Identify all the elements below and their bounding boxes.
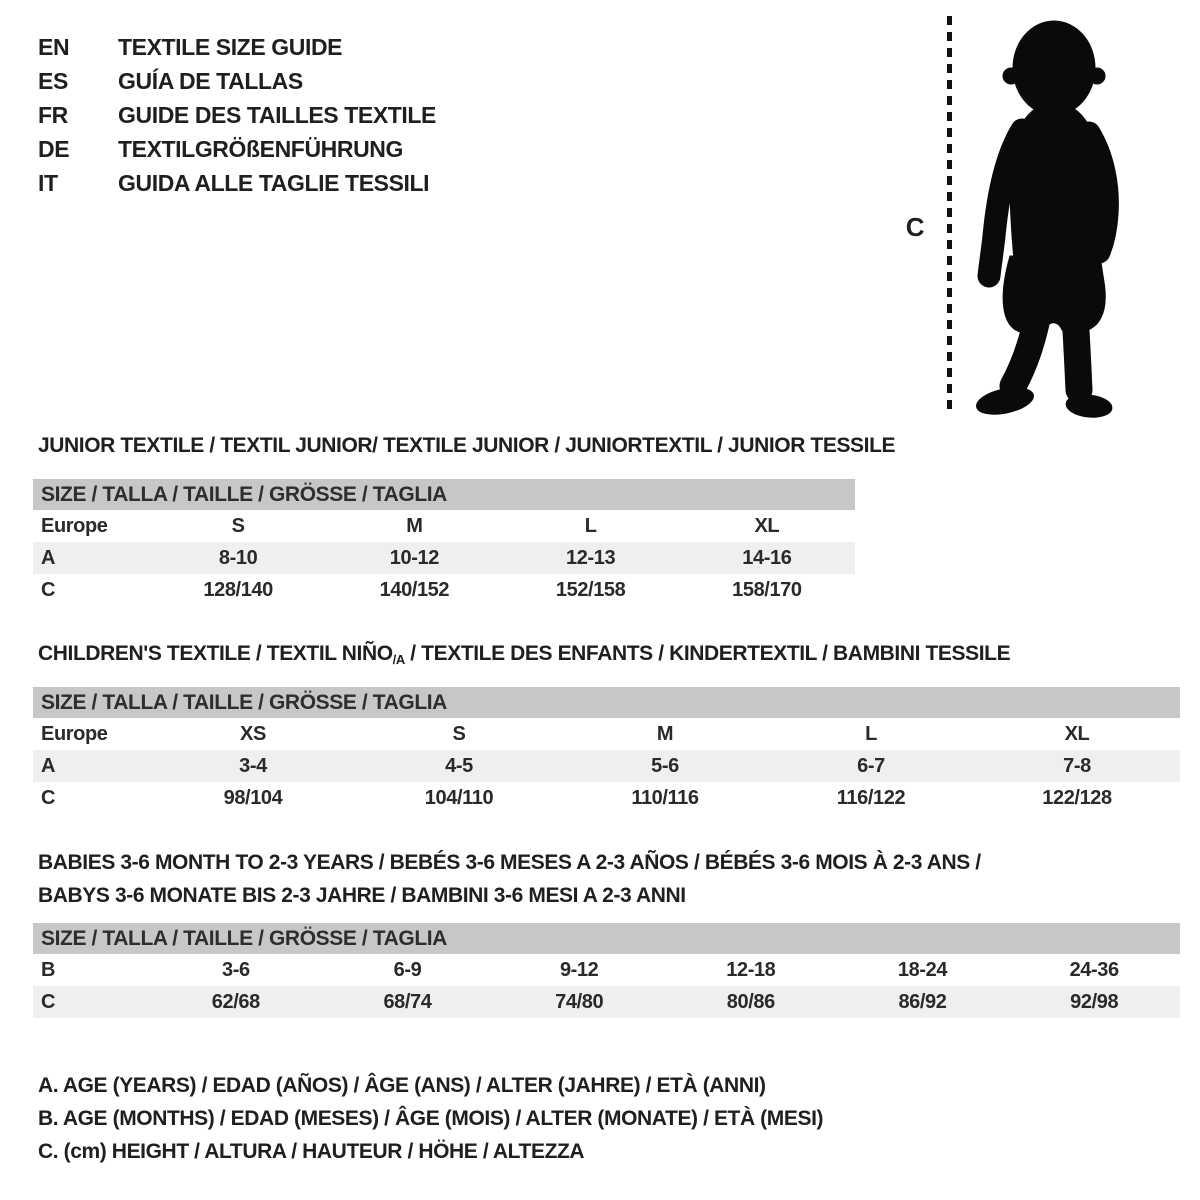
height-cell: 74/80 (555, 991, 604, 1013)
table-row (33, 954, 1180, 986)
language-list (38, 30, 436, 200)
table-row (33, 574, 855, 606)
baby-silhouette-icon (958, 14, 1140, 420)
height-cell: 104/110 (424, 787, 494, 809)
section-heading-junior: JUNIOR TEXTILE / TEXTIL JUNIOR/ TEXTILE JUNIOR / JUNIORTEXTIL / JUNIOR TESSILE (38, 434, 896, 457)
age-cell: 10-12 (389, 547, 439, 569)
age-cell: 6-7 (857, 755, 885, 777)
language-row-es (38, 64, 436, 98)
row-label: B (41, 959, 56, 981)
babies-size-table (33, 923, 1180, 1018)
section-heading-babies-line2: BABYS 3-6 MONATE BIS 2-3 JAHRE / BAMBINI 3-6 MESI A 2-3 ANNI (38, 884, 686, 907)
height-c-label: C (905, 212, 925, 242)
size-cell: S (231, 515, 245, 537)
size-cell: M (406, 515, 423, 537)
language-title: TEXTILGRÖßENFÜHRUNG (118, 136, 403, 162)
age-cell: 12-13 (566, 547, 616, 569)
language-code: IT (38, 170, 58, 196)
height-cell: 158/170 (732, 579, 802, 601)
footnote-a: A. AGE (YEARS) / EDAD (AÑOS) / ÂGE (ANS) / ALTER (JAHRE) / ETÀ (ANNI) (38, 1074, 766, 1097)
language-title: GUIDA ALLE TAGLIE TESSILI (118, 170, 430, 196)
size-cell: L (584, 515, 597, 537)
age-cell: 3-4 (239, 755, 267, 777)
height-cell: 122/128 (1042, 787, 1112, 809)
age-cell: 6-9 (393, 959, 422, 981)
age-cell: 24-36 (1069, 959, 1119, 981)
row-label: C (41, 579, 56, 601)
height-dashed-line (947, 16, 952, 416)
age-cell: 14-16 (742, 547, 792, 569)
height-cell: 116/122 (836, 787, 906, 809)
size-header: SIZE / TALLA / TAILLE / GRÖSSE / TAGLIA (33, 687, 1180, 718)
age-cell: 7-8 (1063, 755, 1091, 777)
height-cell: 140/152 (379, 579, 450, 601)
language-title: GUIDE DES TAILLES TEXTILE (118, 102, 436, 128)
language-row-de (38, 132, 436, 166)
language-row-fr (38, 98, 436, 132)
height-cell: 68/74 (383, 991, 432, 1013)
height-cell: 62/68 (211, 991, 260, 1013)
height-cell: 128/140 (203, 579, 273, 601)
height-cell: 152/158 (555, 579, 626, 601)
baby-silhouette (958, 14, 1140, 420)
height-cell: 80/86 (726, 991, 775, 1013)
age-cell: 12-18 (726, 959, 776, 981)
row-label: A (41, 547, 56, 569)
height-cell: 92/98 (1070, 991, 1119, 1013)
row-label: C (41, 991, 56, 1013)
size-cell: XL (1064, 723, 1090, 745)
language-row-en (38, 30, 436, 64)
row-label: C (41, 787, 56, 809)
size-cell: L (865, 723, 877, 745)
table-row (33, 750, 1180, 782)
section-heading-babies-line1: BABIES 3-6 MONTH TO 2-3 YEARS / BEBÉS 3-6 MESES A 2-3 AÑOS / BÉBÉS 3-6 MOIS À 2-3 ANS / (38, 851, 981, 874)
table-row (33, 986, 1180, 1018)
row-label: Europe (41, 515, 108, 537)
language-row-it (38, 166, 436, 200)
junior-size-table (33, 479, 855, 606)
size-header: SIZE / TALLA / TAILLE / GRÖSSE / TAGLIA (33, 479, 855, 510)
height-cell: 110/116 (631, 787, 699, 809)
footnotes (38, 1069, 823, 1168)
height-cell: 86/92 (898, 991, 947, 1013)
children-heading-suffix: / TEXTILE DES ENFANTS / KINDERTEXTIL / BAMBINI TESSILE (404, 642, 1011, 665)
section-heading-children (38, 642, 1010, 667)
language-title: TEXTILE SIZE GUIDE (118, 34, 343, 60)
footnote-b: B. AGE (MONTHS) / EDAD (MESES) / ÂGE (MOIS) / ALTER (MONATE) / ETÀ (MESI) (38, 1107, 824, 1130)
language-code: ES (38, 68, 68, 94)
children-size-table (33, 687, 1180, 814)
children-heading-prefix: CHILDREN'S TEXTILE / TEXTIL NIÑO (38, 642, 393, 665)
size-cell: S (452, 723, 466, 745)
table-row (33, 782, 1180, 814)
table-row (33, 542, 855, 574)
children-heading-sub: /A (392, 652, 405, 667)
age-cell: 8-10 (218, 547, 258, 569)
language-code: DE (38, 136, 70, 162)
age-cell: 18-24 (897, 959, 948, 981)
language-code: EN (38, 34, 70, 60)
age-cell: 4-5 (445, 755, 473, 777)
size-cell: XS (240, 723, 266, 745)
age-cell: 3-6 (221, 959, 250, 981)
row-label: A (41, 755, 56, 777)
table-row (33, 718, 1180, 750)
age-cell: 9-12 (559, 959, 599, 981)
row-label: Europe (41, 723, 108, 745)
size-cell: M (656, 723, 674, 745)
table-row (33, 510, 855, 542)
age-cell: 5-6 (651, 755, 679, 777)
language-code: FR (38, 102, 68, 128)
footnote-c: C. (cm) HEIGHT / ALTURA / HAUTEUR / HÖHE / ALTEZZA (38, 1140, 585, 1163)
height-cell: 98/104 (223, 787, 283, 809)
language-title: GUÍA DE TALLAS (118, 68, 303, 94)
size-cell: XL (754, 515, 780, 537)
size-header: SIZE / TALLA / TAILLE / GRÖSSE / TAGLIA (33, 923, 1180, 954)
